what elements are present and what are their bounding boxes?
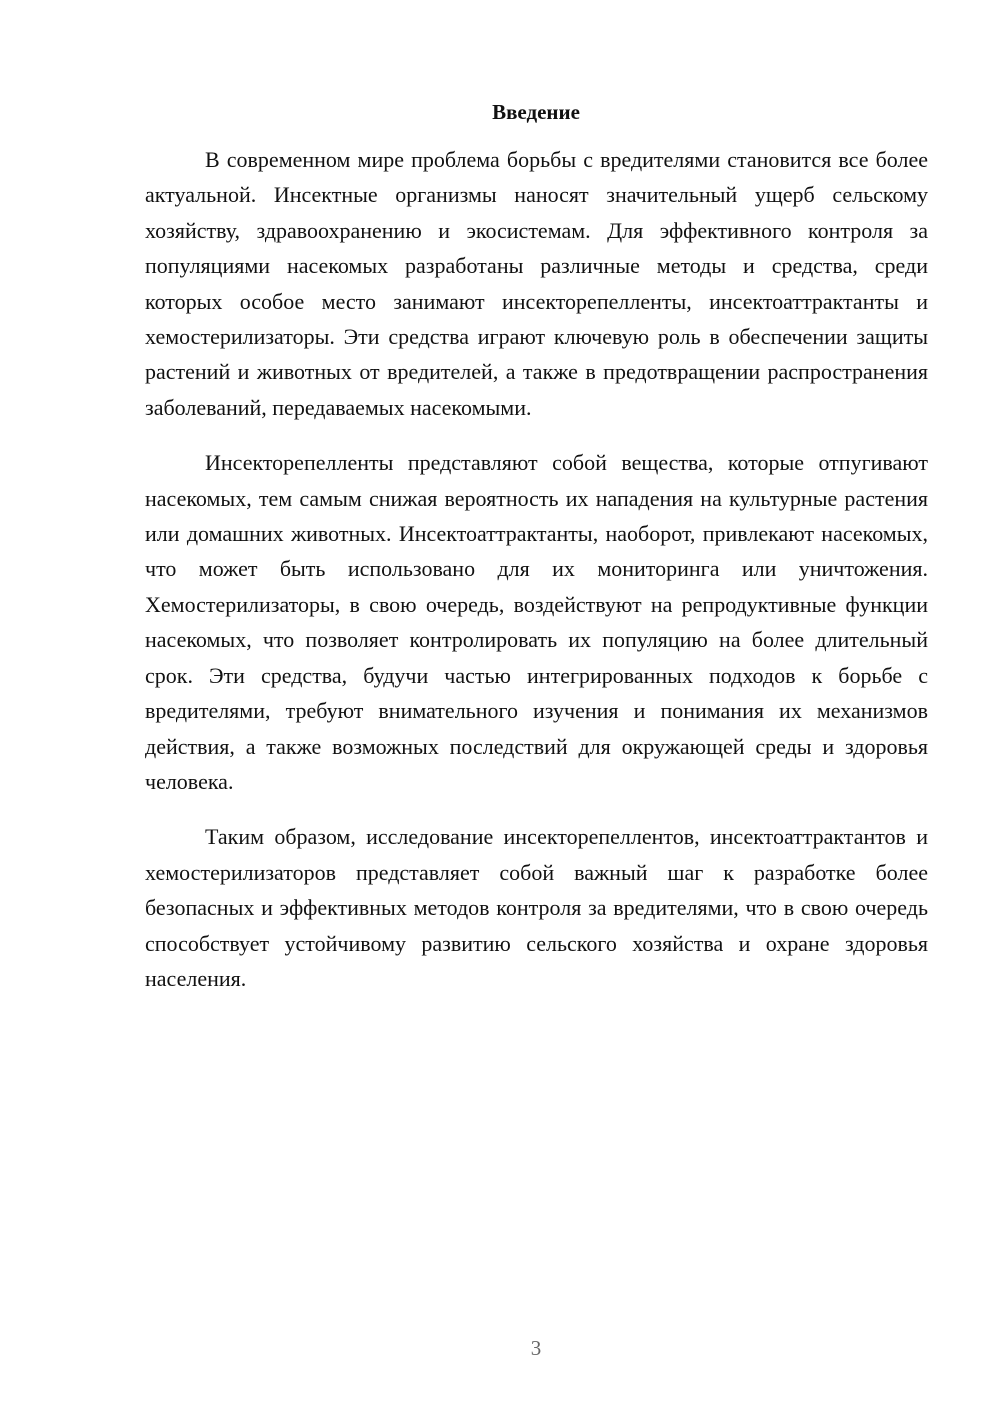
page-number: 3 bbox=[530, 1336, 542, 1360]
document-body bbox=[145, 142, 928, 1016]
paragraph-3: Таким образом, исследование инсекторепеллентов, инсектоаттрактантов и хемостерилизаторов представляет собой важный шаг к разработке более безопасных и эффективных методов контроля за вредителями, что в свою очередь способствует устойчивому развитию сельского хозяйства и охране здоровья населения. bbox=[145, 824, 928, 991]
page-title: Введение bbox=[492, 100, 580, 124]
paragraph-2: Инсекторепелленты представляют собой вещества, которые отпугивают насекомых, тем самым снижая вероятность их нападения на культурные растения или домашних животных. Инсектоаттрактанты, наоборот, привлекают насекомых, что может быть использовано для их мониторинга или уничтожения. Хемостерилизаторы, в свою очередь, воздействуют на репродуктивные функции насекомых, что позволяет контролировать их популяцию на более длительный срок. Эти средства, будучи частью интегрированных подходов к борьбе с вредителями, требуют внимательного изучения и понимания их механизмов действия, а также возможных последствий для окружающей среды и здоровья человека. bbox=[145, 450, 928, 794]
paragraph-1: В современном мире проблема борьбы с вредителями становится все более актуальной. Инсектные организмы наносят значительный ущерб сельскому хозяйству, здравоохранению и экосистемам. Для эффективного контроля за популяциями насекомых разработаны различные методы и средства, среди которых особое место занимают инсекторепелленты, инсектоаттрактанты и хемостерилизаторы. Эти средства играют ключевую роль в обеспечении защиты растений и животных от вредителей, а также в предотвращении распространения заболеваний, передаваемых насекомыми. bbox=[145, 147, 928, 420]
